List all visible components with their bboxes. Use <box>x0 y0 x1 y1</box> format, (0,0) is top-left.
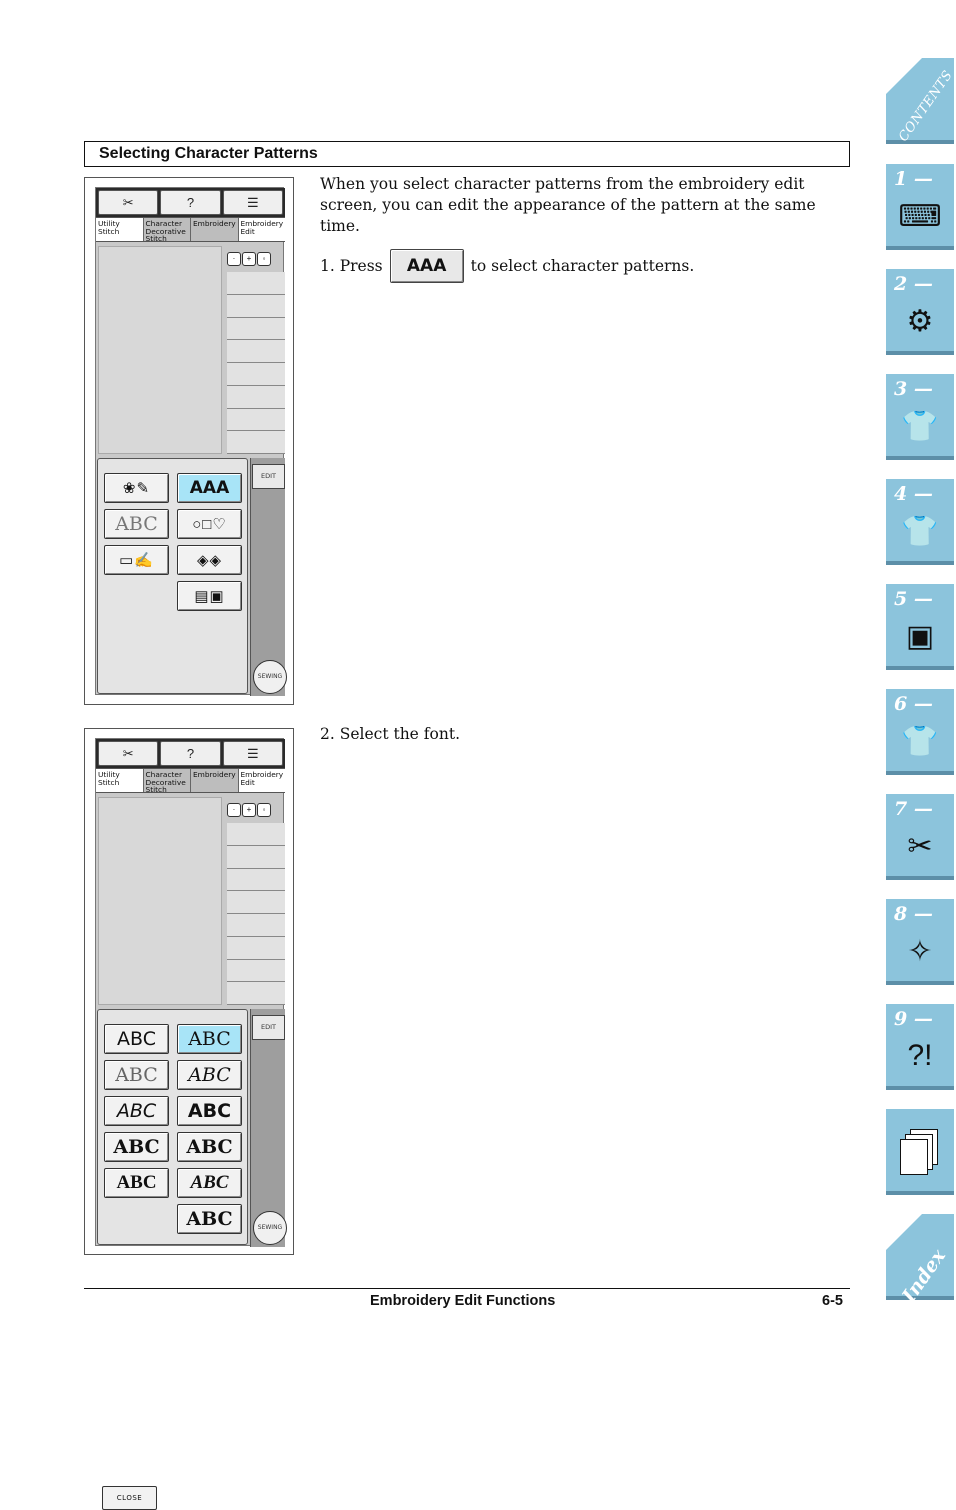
character-patterns-button-label: AAA <box>406 256 447 276</box>
tab-corner <box>886 1214 922 1250</box>
character-patterns-button-illustration <box>390 249 464 283</box>
embroidery-patterns-button[interactable] <box>104 473 169 503</box>
character-patterns-button[interactable] <box>177 473 242 503</box>
font-button-9[interactable] <box>104 1168 169 1198</box>
chapter-tab-3[interactable] <box>886 374 954 460</box>
font-selection-screen-figure <box>84 728 294 1502</box>
font-button-10[interactable] <box>177 1168 242 1198</box>
tab-character-decorative[interactable]: Character Decorative Stitch <box>144 218 192 241</box>
sewing-button[interactable]: SEWING <box>253 660 287 694</box>
chapter-tab-6[interactable] <box>886 689 954 775</box>
shirt-scissors-icon: ✂ <box>907 829 933 863</box>
page-number: 6-5 <box>822 1293 843 1309</box>
floral-pattern-icon: ❀✎ <box>122 480 151 497</box>
tab-utility-stitch[interactable]: Utility Stitch <box>96 769 144 792</box>
frame-large-icon: ◦ <box>257 803 271 817</box>
list-item <box>227 846 285 869</box>
abc-shirt-icon: 👕 <box>901 514 939 548</box>
contents-label: CONTENTS <box>896 67 956 145</box>
list-item <box>227 295 285 318</box>
tab-corner <box>886 58 922 94</box>
frame-medium-icon: + <box>242 803 256 817</box>
character-patterns-label: AAA <box>189 478 230 498</box>
help-icon[interactable]: ? <box>160 741 220 766</box>
chapter-tab-9[interactable] <box>886 1004 954 1090</box>
troubleshooting-icon: ?! <box>907 1039 933 1072</box>
font-button-8[interactable] <box>177 1132 242 1162</box>
list-item <box>227 937 285 960</box>
list-item <box>227 272 285 295</box>
pattern-info-list <box>227 823 285 1005</box>
shirt-pattern-icon: 👕 <box>901 724 939 758</box>
sewing-mode-icon[interactable]: ✂ <box>98 190 158 215</box>
document-stack-icon <box>900 1129 938 1175</box>
tab-embroidery[interactable]: Embroidery <box>191 218 239 241</box>
settings-icon[interactable]: ☰ <box>223 741 283 766</box>
section-title: Selecting Character Patterns <box>84 141 850 167</box>
frame-size-icons <box>227 248 285 270</box>
edit-tab[interactable]: EDIT <box>252 464 285 489</box>
index-tab[interactable] <box>886 1214 954 1307</box>
top-toolbar <box>96 739 285 768</box>
help-icon[interactable]: ? <box>160 190 220 215</box>
close-button[interactable]: CLOSE <box>102 1486 157 1510</box>
document-list-tab[interactable] <box>886 1109 954 1195</box>
list-item <box>227 409 285 432</box>
frame-small-icon: · <box>227 803 241 817</box>
font-label: ABC <box>116 1172 157 1193</box>
monogram-button[interactable] <box>104 545 169 575</box>
machine-care-icon: ✧ <box>907 934 933 968</box>
footer-divider <box>84 1288 850 1289</box>
memory-button[interactable] <box>177 581 242 611</box>
font-panel <box>97 1009 248 1502</box>
list-item <box>227 982 285 1005</box>
outline-font-label: ABC <box>115 513 158 535</box>
step-1-prefix: 1. Press <box>320 256 383 275</box>
step-1 <box>320 249 694 283</box>
font-button-4[interactable] <box>177 1060 242 1090</box>
list-item <box>227 318 285 341</box>
chapter-number: 8 — <box>894 903 933 925</box>
pattern-info-list <box>227 272 285 454</box>
outline-font-button[interactable] <box>104 509 169 539</box>
thread-spool-icon: ⚙ <box>906 304 934 338</box>
embroidery-edit-screen-figure <box>84 177 294 705</box>
contents-tab[interactable] <box>886 58 954 144</box>
font-label: ABC <box>116 1100 157 1122</box>
font-button-5[interactable] <box>104 1096 169 1126</box>
tab-utility-stitch[interactable]: Utility Stitch <box>96 218 144 241</box>
list-item <box>227 340 285 363</box>
tab-character-decorative[interactable]: Character Decorative Stitch <box>144 769 192 792</box>
font-label: ABC <box>186 1208 233 1230</box>
chapter-number: 6 — <box>894 693 933 715</box>
font-label: ABC <box>187 1100 232 1122</box>
lcd-screen <box>95 738 284 1502</box>
list-item <box>227 914 285 937</box>
frame-small-icon: · <box>227 252 241 266</box>
chapter-number: 3 — <box>894 378 933 400</box>
list-item <box>227 891 285 914</box>
shirt-icon: 👕 <box>901 409 939 443</box>
mode-tabs <box>96 217 285 242</box>
chapter-tab-5[interactable] <box>886 584 954 670</box>
frame-shapes-button[interactable] <box>177 509 242 539</box>
embroidery-frame-icon: ▣ <box>905 619 935 653</box>
mode-tabs <box>96 768 285 793</box>
tab-embroidery-edit[interactable]: Embroidery Edit <box>239 218 286 241</box>
chapter-tab-1[interactable] <box>886 164 954 250</box>
tab-embroidery-edit[interactable]: Embroidery Edit <box>239 769 286 792</box>
font-button-3[interactable] <box>104 1060 169 1090</box>
intro-paragraph: When you select character patterns from the embroidery edit screen, you can edit the appearance of the pattern at the same time. <box>320 175 816 235</box>
list-item <box>227 823 285 846</box>
font-button-6[interactable] <box>177 1096 242 1126</box>
chapter-tab-4[interactable] <box>886 479 954 565</box>
font-button-11[interactable] <box>177 1204 242 1234</box>
lcd-screen <box>95 187 284 695</box>
frame-medium-icon: + <box>242 252 256 266</box>
step-2: 2. Select the font. <box>320 725 460 743</box>
chapter-number: 5 — <box>894 588 933 610</box>
footer-chapter-title: Embroidery Edit Functions <box>370 1293 556 1309</box>
sewing-mode-icon[interactable]: ✂ <box>98 741 158 766</box>
font-label: ABC <box>188 1028 231 1050</box>
pattern-category-panel <box>97 458 248 694</box>
font-label: ABC <box>188 1064 231 1086</box>
chapter-number: 9 — <box>894 1008 933 1030</box>
list-item <box>227 869 285 892</box>
edit-tab[interactable]: EDIT <box>252 1015 285 1040</box>
font-label: ABC <box>117 1028 156 1050</box>
list-item <box>227 960 285 983</box>
font-label: ABC <box>113 1136 160 1158</box>
top-toolbar <box>96 188 285 217</box>
font-button-7[interactable] <box>104 1132 169 1162</box>
list-item <box>227 431 285 454</box>
design-cards-icon: ◈◈ <box>196 552 223 569</box>
pattern-display-area <box>98 246 222 454</box>
sewing-machine-icon: ⌨ <box>898 199 942 233</box>
font-label: ABC <box>186 1136 233 1158</box>
step-1-suffix: to select character patterns. <box>470 256 695 275</box>
chapter-number: 1 — <box>894 168 933 190</box>
design-cards-button[interactable] <box>177 545 242 575</box>
memory-icon: ▤▣ <box>194 588 225 605</box>
chapter-number: 2 — <box>894 273 933 295</box>
pattern-display-area <box>98 797 222 1005</box>
sewing-button[interactable]: SEWING <box>253 1211 287 1245</box>
font-label: ABC <box>190 1172 229 1193</box>
shapes-icon: ○□♡ <box>192 516 227 533</box>
font-button-1[interactable] <box>104 1024 169 1054</box>
monogram-icon: ▭✍ <box>119 552 154 569</box>
list-item <box>227 363 285 386</box>
list-item <box>227 386 285 409</box>
frame-size-icons <box>227 799 285 821</box>
chapter-number: 4 — <box>894 483 933 505</box>
font-label: ABC <box>115 1064 158 1086</box>
chapter-tab-7[interactable] <box>886 794 954 880</box>
chapter-number: 7 — <box>894 798 933 820</box>
frame-large-icon: ◦ <box>257 252 271 266</box>
chapter-tab-8[interactable] <box>886 899 954 985</box>
font-button-2[interactable] <box>177 1024 242 1054</box>
tab-embroidery[interactable]: Embroidery <box>191 769 239 792</box>
index-label: Index <box>898 1245 951 1307</box>
settings-icon[interactable]: ☰ <box>223 190 283 215</box>
chapter-tab-2[interactable] <box>886 269 954 355</box>
